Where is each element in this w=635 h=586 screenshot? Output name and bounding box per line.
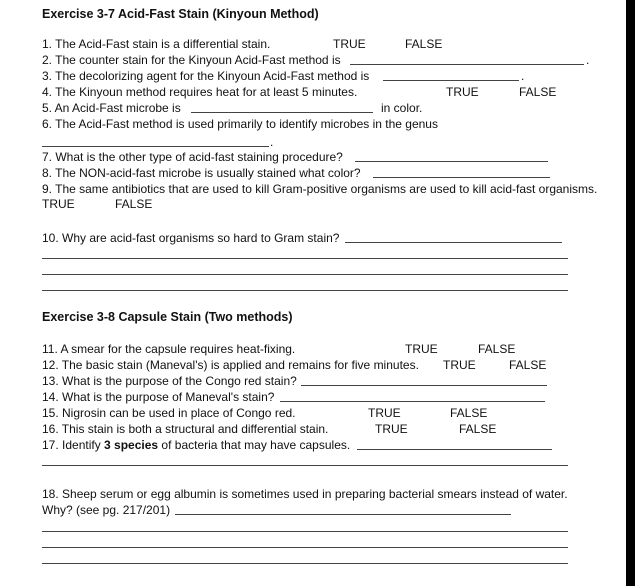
q5-suffix: in color.	[381, 101, 423, 115]
q6-answer-blank[interactable]	[42, 146, 269, 147]
question-8: 8. The NON-acid-fast microbe is usually stained what color?	[42, 166, 361, 180]
q17-bold-phrase: 3 species	[104, 438, 159, 452]
q18-answer-line[interactable]	[42, 531, 568, 532]
q11-true-option[interactable]: TRUE	[405, 342, 438, 356]
question-17	[42, 438, 350, 452]
q16-false-option[interactable]: FALSE	[459, 422, 497, 436]
question-9: 9. The same antibiotics that are used to kill Gram-positive organisms are used to kill acid-fast organisms.	[42, 182, 598, 196]
q17-answer-line[interactable]	[42, 465, 568, 466]
question-3: 3. The decolorizing agent for the Kinyoun Acid-Fast method is	[42, 69, 370, 83]
question-6: 6. The Acid-Fast method is used primarily to identify microbes in the genus	[42, 117, 438, 131]
q3-period: .	[521, 69, 525, 83]
q16-true-option[interactable]: TRUE	[375, 422, 408, 436]
q7-answer-blank[interactable]	[355, 161, 548, 162]
q10-answer-line[interactable]	[42, 258, 568, 259]
q9-true-option[interactable]: TRUE	[42, 197, 75, 211]
q5-answer-blank[interactable]	[191, 112, 373, 113]
question-4: 4. The Kinyoun method requires heat for at least 5 minutes.	[42, 85, 358, 99]
q9-false-option[interactable]: FALSE	[115, 197, 153, 211]
q18-answer-line[interactable]	[42, 563, 568, 564]
q2-period: .	[586, 53, 590, 67]
question-15: 15. Nigrosin can be used in place of Congo red.	[42, 406, 296, 420]
question-18-line-2: Why? (see pg. 217/201)	[42, 503, 171, 517]
question-2: 2. The counter stain for the Kinyoun Acid-Fast method is	[42, 53, 341, 67]
q18-answer-blank[interactable]	[175, 514, 511, 515]
q12-false-option[interactable]: FALSE	[509, 358, 547, 372]
question-1: 1. The Acid-Fast stain is a differential stain.	[42, 37, 271, 51]
q6-period: .	[270, 135, 274, 149]
q12-true-option[interactable]: TRUE	[443, 358, 476, 372]
question-16: 16. This stain is both a structural and differential stain.	[42, 422, 329, 436]
q1-false-option[interactable]: FALSE	[405, 37, 443, 51]
q10-answer-blank[interactable]	[345, 242, 562, 243]
q10-answer-line[interactable]	[42, 274, 568, 275]
question-13: 13. What is the purpose of the Congo red stain?	[42, 374, 297, 388]
q14-answer-blank[interactable]	[280, 401, 545, 402]
question-12: 12. The basic stain (Maneval's) is applied and remains for five minutes.	[42, 358, 419, 372]
q2-answer-blank[interactable]	[350, 64, 584, 65]
q13-answer-blank[interactable]	[301, 385, 547, 386]
q1-true-option[interactable]: TRUE	[333, 37, 366, 51]
q17-answer-blank[interactable]	[357, 449, 552, 450]
exercise-3-7-title: Exercise 3-7 Acid-Fast Stain (Kinyoun Method)	[42, 7, 319, 21]
q11-false-option[interactable]: FALSE	[478, 342, 516, 356]
q10-answer-line[interactable]	[42, 290, 568, 291]
exercise-3-8-title: Exercise 3-8 Capsule Stain (Two methods)	[42, 310, 293, 324]
q4-true-option[interactable]: TRUE	[446, 85, 479, 99]
q4-false-option[interactable]: FALSE	[519, 85, 557, 99]
q17-suffix: of bacteria that may have capsules.	[158, 438, 351, 452]
question-10: 10. Why are acid-fast organisms so hard to Gram stain?	[42, 231, 340, 245]
scan-edge-border	[626, 0, 635, 586]
q8-answer-blank[interactable]	[373, 177, 550, 178]
question-18-line-1: 18. Sheep serum or egg albumin is sometimes used in preparing bacterial smears instead of water.	[42, 487, 568, 501]
question-7: 7. What is the other type of acid-fast staining procedure?	[42, 150, 343, 164]
q15-true-option[interactable]: TRUE	[368, 406, 401, 420]
question-11: 11. A smear for the capsule requires heat-fixing.	[42, 342, 296, 356]
q17-prefix: 17. Identify	[42, 438, 105, 452]
q15-false-option[interactable]: FALSE	[450, 406, 488, 420]
question-5: 5. An Acid-Fast microbe is	[42, 101, 181, 115]
q18-answer-line[interactable]	[42, 547, 568, 548]
q3-answer-blank[interactable]	[383, 80, 519, 81]
question-14: 14. What is the purpose of Maneval's stain?	[42, 390, 275, 404]
